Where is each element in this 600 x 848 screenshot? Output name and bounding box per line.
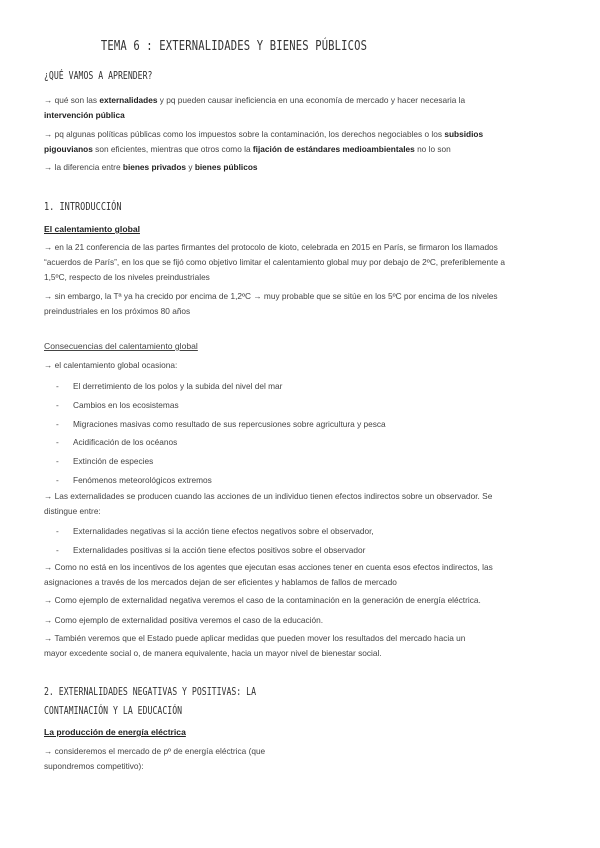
electricity-market-paragraph: → consideremos el mercado de pº de energía eléctrica (que supondremos competitivo): xyxy=(44,746,266,771)
consequences-intro: → el calentamiento global ocasiona: xyxy=(44,360,178,370)
list-item: - Fenómenos meteorológicos extremos xyxy=(56,475,212,485)
market-failure-paragraph: → Como no está en los incentivos de los agentes que ejecutan esas acciones tener en cuenta esos efectos indirectos, las asignaciones a través de los mercados dejan de ser eficientes y hablamos de fallos de mercado xyxy=(44,562,493,587)
electricity-market-chart xyxy=(322,676,560,836)
state-measures-paragraph: → También veremos que el Estado puede aplicar medidas que pueden mover los resultados del mercado hacia un mayor excedente social o, de manera equivalente, hacia un mayor nivel de bienestar social. xyxy=(44,633,466,658)
positive-example-paragraph: → Como ejemplo de externalidad positiva veremos el caso de la educación. xyxy=(44,615,324,625)
subheading-electricity: La producción de energía eléctrica xyxy=(44,727,186,737)
list-item: - Extinción de especies xyxy=(56,456,154,466)
negative-example-paragraph: → Como ejemplo de externalidad negativa veremos el caso de la contaminación en la generación de energía eléctrica. xyxy=(44,595,481,605)
section-2-heading: 2. EXTERNALIDADES NEGATIVAS Y POSITIVAS: LA CONTAMINACIÓN Y LA EDUCACIÓN xyxy=(44,686,257,717)
list-item: - Externalidades negativas si la acción tiene efectos negativos sobre el observador, xyxy=(56,526,374,536)
list-item: - Cambios en los ecosistemas xyxy=(56,400,179,410)
chart-background xyxy=(322,676,560,836)
intro-paragraph-1: → qué son las externalidades y pq pueden causar ineficiencia en una economía de mercado y hacer necesaria la intervención pública xyxy=(44,95,466,120)
intro-paragraph-2: → pq algunas políticas públicas como los impuestos sobre la contaminación, los derechos negociables o los subsidios pigouvianos son eficientes, mientras que otros como la fijación de estándares medioambientales no lo son xyxy=(44,129,484,154)
list-item: - Acidificación de los océanos xyxy=(56,437,178,447)
list-item: - Externalidades positivas si la acción tiene efectos positivos sobre el observador xyxy=(56,545,366,555)
list-item: - El derretimiento de los polos y la subida del nivel del mar xyxy=(56,381,283,391)
learning-heading: ¿QUÉ VAMOS A APRENDER? xyxy=(44,70,153,82)
paris-agreement-paragraph: → en la 21 conferencia de las partes firmantes del protocolo de kioto, celebrada en 2015 en París, se firmaron los llamados “acuerdos de París”, en los que se fijó como objetivo limitar el calentamiento global muy por debajo de 2ºC, preferiblemente a 1,5ºC, respecto de los niveles preindustriales xyxy=(44,242,505,282)
intro-paragraph-3: → la diferencia entre bienes privados y bienes públicos xyxy=(44,162,258,172)
temperature-paragraph: → sin embargo, la Tª ya ha crecido por encima de 1,2ºC → muy probable que se sitúe en los 5ºC por encima de los niveles preindustriales en los próximos 80 años xyxy=(44,291,498,316)
externalities-definition: → Las externalidades se producen cuando las acciones de un individuo tienen efectos indirectos sobre un observador. Se distingue entre: xyxy=(44,491,493,516)
page-title: TEMA 6 : EXTERNALIDADES Y BIENES PÚBLICOS xyxy=(100,38,368,54)
subheading-global-warming: El calentamiento global xyxy=(44,224,140,234)
subheading-consequences: Consecuencias del calentamiento global xyxy=(44,341,198,351)
section-1-heading: 1. INTRODUCCIÓN xyxy=(44,200,122,213)
list-item: - Migraciones masivas como resultado de sus repercusiones sobre agricultura y pesca xyxy=(56,419,386,429)
